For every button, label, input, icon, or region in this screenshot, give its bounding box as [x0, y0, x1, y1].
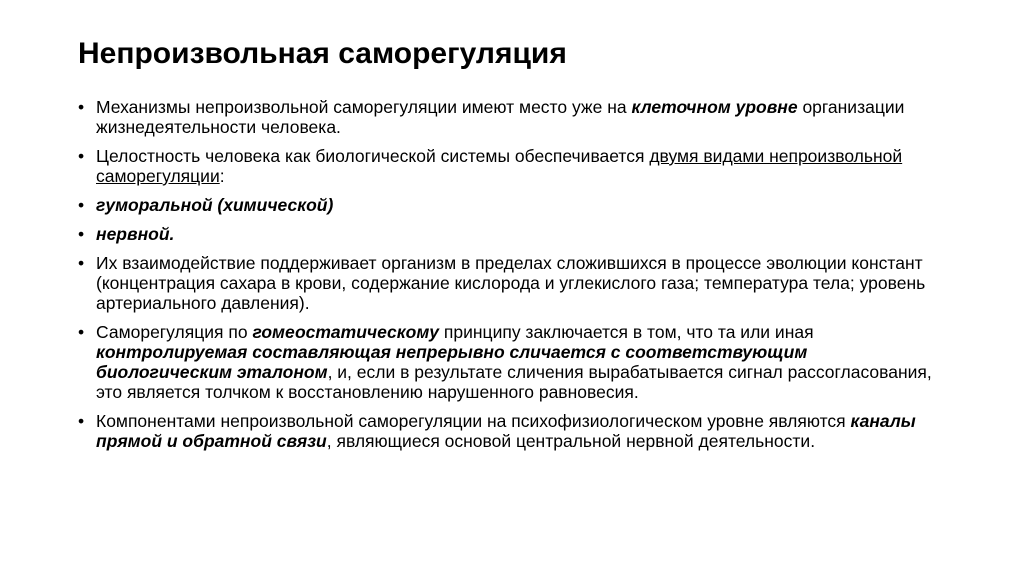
bullet-text-segment: Механизмы непроизвольной саморегуляции имеют место уже на [96, 97, 632, 117]
bullet-item [78, 224, 948, 244]
bullet-text-segment: Их взаимодействие поддерживает организм в пределах сложившихся в процессе эволюции констант (концентрация сахара в крови, содержание кислорода и углекислого газа; температура тела; уровень артериального давления). [96, 253, 926, 313]
bullet-text-segment: Целостность человека как биологической системы обеспечивается [96, 146, 650, 166]
bullet-text-segment: Саморегуляция по [96, 322, 253, 342]
bullet-text-segment: , и, если в результате сличения вырабатывается сигнал рассогласования, это является толчком к восстановлению нарушенного равновесия. [96, 362, 932, 402]
bullet-text-segment: , являющиеся основой центральной нервной деятельности. [326, 431, 816, 451]
bullet-item [78, 322, 948, 402]
bullet-text-segment: Компонентами непроизвольной саморегуляции на психофизиологическом уровне являются [96, 411, 851, 431]
bullet-text-segment: гомеостатическому [252, 322, 440, 342]
bullet-text-segment: контролируемая составляющая непрерывно сличается с соответствующим биологическим эталоном [96, 342, 808, 382]
bullet-text-segment: гуморальной (химической) [96, 195, 334, 215]
bullet-item [78, 195, 948, 215]
bullet-item [78, 146, 948, 186]
bullet-item [78, 253, 948, 313]
bullet-text-segment: каналы прямой и обратной связи [96, 411, 916, 451]
bullet-text-segment: нервной. [96, 224, 175, 244]
bullet-list [78, 97, 948, 460]
bullet-text-segment: : [219, 166, 225, 186]
bullet-text-segment: принципу заключается в том, что та или иная [439, 322, 814, 342]
bullet-text-segment: клеточном уровне [631, 97, 798, 117]
bullet-item [78, 411, 948, 451]
bullet-item [78, 97, 948, 137]
bullet-text-segment: двумя видами непроизвольной саморегуляции [96, 146, 903, 186]
slide-title: Непроизвольная саморегуляция [78, 37, 567, 70]
bullet-text-segment: организации жизнедеятельности человека. [96, 97, 905, 137]
